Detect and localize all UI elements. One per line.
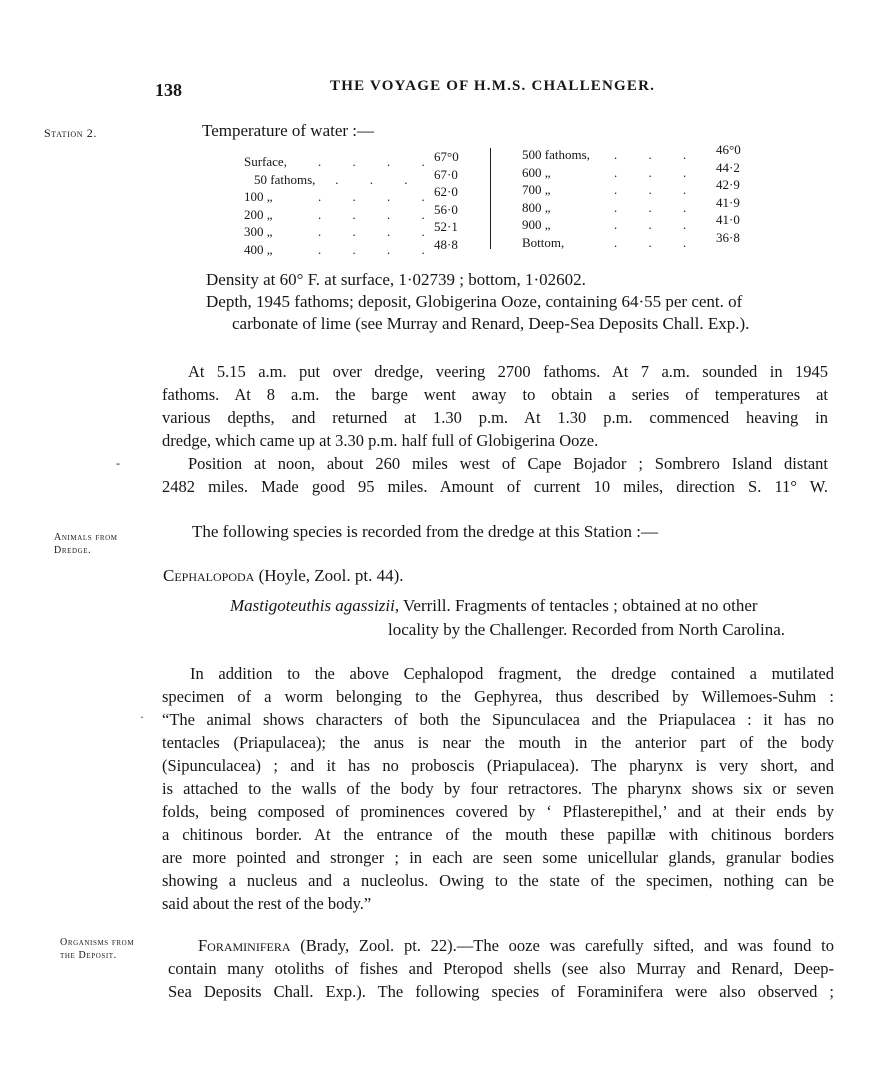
temp-row: 200 „ (244, 206, 273, 222)
temp-right-values: 46°0 44·2 42·9 41·9 41·0 36·8 (716, 142, 741, 245)
gephyrea-paragraph: In addition to the above Cephalopod fragment, the dredge contained a mutilated specimen of a worm belonging to the Gephyrea, thus described by Willemoes-Suhm : “The animal shows characters of both the Sipunculacea and the Priapulacea : it has no tentacles (Priapulacea); the anus is near the mouth in the anterior part of the body (Sipunculacea) ; and it has no proboscis (Priapulacea). The pharynx is very short, and is attached to the walls of the body by four retractores. The pharynx shows six or seven folds, being composed of prominences covered by ‘ Pflasterepithel,’ and at their ends by a chitinous border. At the entrance of the mouth these papillæ with chitinous borders are more pointed and stronger ; in each are seen some unicellular glands, granular bodies showing a nucleus and a nucleolus. Owing to the state of the specimen, nothing can be said about the rest of the body.” (162, 664, 834, 913)
temp-left-values: 67°0 67·0 62·0 56·0 52·1 48·8 (434, 149, 459, 252)
margin-note-organisms: Organisms from the Deposit. (60, 937, 135, 961)
cephalopoda-heading: Cephalopoda (Hoyle, Zool. pt. 44). (163, 566, 404, 585)
temp-row: Surface, (244, 154, 287, 169)
species-name: Mastigoteuthis agassizii (230, 596, 395, 615)
depth-line-2: carbonate of lime (see Murray and Renard, Deep-Sea Deposits Chall. Exp.). (232, 314, 750, 333)
temp-row: 50 fathoms, (254, 171, 316, 187)
running-title: THE VOYAGE OF H.M.S. CHALLENGER. (330, 78, 656, 94)
temp-left-leaders: . . . . . . . . . . . . . . . . . . . . . . . (318, 154, 439, 257)
narrative-paragraph: At 5.15 a.m. put over dredge, veering 2700 fathoms. At 7 a.m. sounded in 1945 fathoms. At 8 a.m. the barge went away to obtain a series of temperatures at various depths, and returned at 1.30 p.m. At 1.30 p.m. commenced heaving in dredge, which came up at 3.30 p.m. half full of Globigerina Ooze. Position at noon, about 260 miles west of Cape Bojador ; Sombrero Island distant 2482 miles. Made good 95 miles. Amount of current 10 miles, direction S. 11° W. (162, 362, 828, 496)
temp-right-leaders: . . . . . . . . . . . . . . . . . . (614, 147, 701, 250)
temp-row: 400 „ (244, 241, 273, 257)
foraminifera-paragraph: Foraminifera (Brady, Zool. pt. 22).—The ooze was carefully sifted, and was found to contain many otoliths of fishes and Pteropod shells (see also Murray and Renard, Deep- Sea Deposits Chall. Exp.). The following species of Foraminifera were also observed ; (168, 936, 834, 1001)
margin-mark: - (116, 456, 120, 470)
species-intro: The following species is recorded from the dredge at this Station :— (192, 522, 658, 541)
margin-mark: · (140, 710, 144, 724)
table-divider (490, 148, 491, 249)
margin-note-animals: Animals from Dredge. (54, 532, 118, 556)
margin-note-station: Station 2. (44, 126, 97, 140)
foraminifera-heading: Foraminifera (198, 936, 291, 955)
density-line: Density at 60° F. at surface, 1·02739 ; bottom, 1·02602. (206, 270, 586, 289)
temp-row: 100 „ (244, 189, 273, 204)
depth-line-1: Depth, 1945 fathoms; deposit, Globigerina Ooze, containing 64·55 per cent. of (206, 292, 743, 311)
page-number: 138 (155, 80, 182, 100)
temp-row: 300 „ (244, 224, 273, 239)
temp-right-depths: 500 fathoms, 600 „ 700 „ 800 „ 900 „ Bottom, (522, 147, 590, 250)
temp-left-depths (244, 153, 315, 258)
cephalopoda-species-line-1: Mastigoteuthis agassizii, Verrill. Fragments of tentacles ; obtained at no other (230, 596, 758, 615)
cephalopoda-species-line-2: locality by the Challenger. Recorded from North Carolina. (388, 620, 786, 639)
temperature-heading: Temperature of water :— (202, 121, 375, 140)
